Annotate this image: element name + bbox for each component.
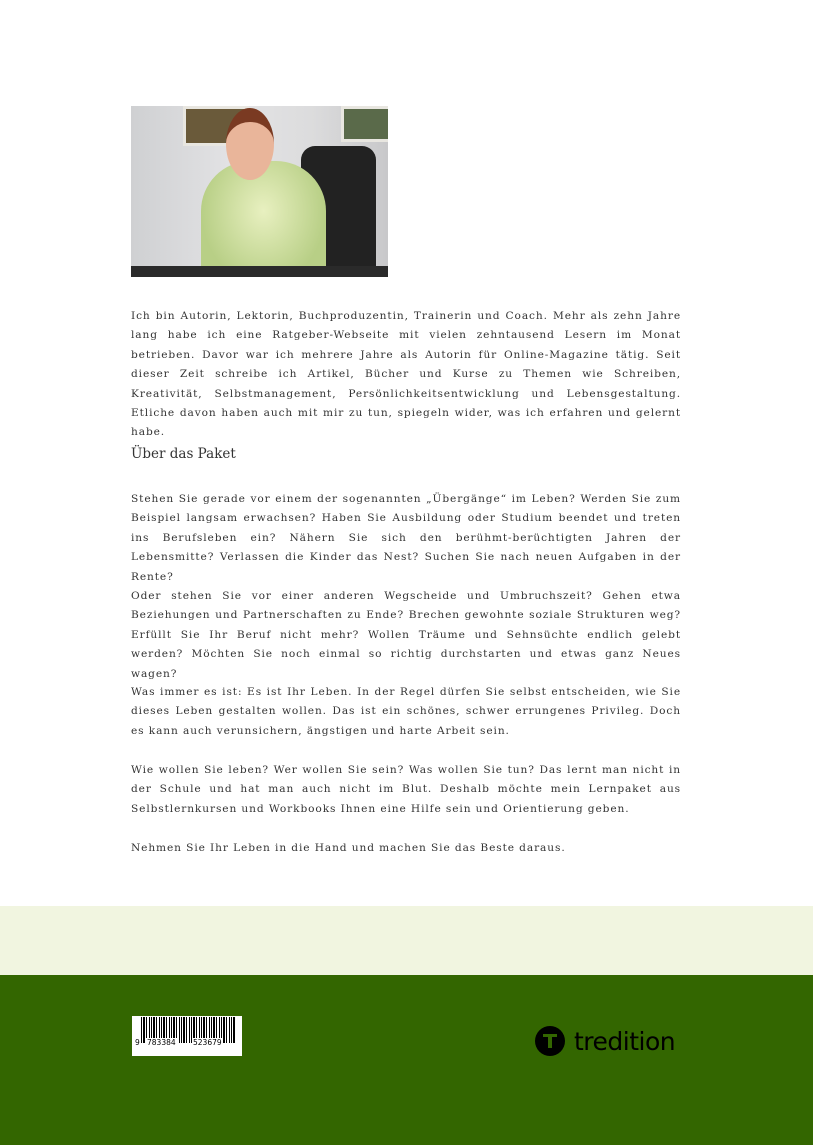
barcode-digit: 9 [135, 1038, 140, 1047]
author-bio: Ich bin Autorin, Lektorin, Buchproduzentin, Trainerin und Coach. Mehr als zehn Jahre lang habe ich eine Ratgeber-Webseite mit vielen zehntausend Lesern im Monat betrieben. Davor war ich mehrere Jahre als Autorin für Online-Magazine tätig. Seit dieser Zeit schreibe ich Artikel, Bücher und Kurse zu Themen wie Schreiben, Kreativität, Selbstmanagement, Persönlichkeitsentwicklung und Lebensgestaltung. Etliche davon haben auch mit mir zu tun, spiegeln wider, was ich erfahren und gelernt habe. [131, 310, 681, 439]
author-head [226, 108, 274, 180]
desk [131, 266, 388, 277]
dark-band [0, 975, 813, 1145]
light-band [0, 906, 813, 975]
isbn-barcode [132, 1016, 242, 1056]
paragraph: Oder stehen Sie vor einer anderen Wegscheide und Umbruchszeit? Gehen etwa Beziehungen und Partnerschaften zu Ende? Brechen gewohnte soziale Strukturen weg? Erfüllt Sie Ihr Beruf nicht mehr? Wollen Träume und Sehnsüchte endlich gelebt werden? Möchten Sie noch einmal so richtig durchstarten und etwas ganz Neues wagen? [131, 590, 681, 680]
author-photo [131, 106, 388, 277]
paragraph: Nehmen Sie Ihr Leben in die Hand und machen Sie das Beste daraus. [131, 842, 566, 854]
publisher-logo [535, 1026, 675, 1056]
section-heading: Über das Paket [131, 446, 236, 462]
paragraph: Stehen Sie gerade vor einem der sogenannten „Übergänge“ im Leben? Werden Sie zum Beispiel langsam erwachsen? Haben Sie Ausbildung oder Studium beendet und treten ins Berufsleben ein? Nähern Sie sich den berühmt-berüchtigten Jahren der Lebensmitte? Verlassen die Kinder das Nest? Suchen Sie nach neuen Aufgaben in der Rente? [131, 493, 681, 583]
paragraph: Wie wollen Sie leben? Wer wollen Sie sein? Was wollen Sie tun? Das lernt man nicht in der Schule und hat man auch nicht im Blut. Deshalb möchte mein Lernpaket aus Selbstlernkursen und Workbooks Ihnen eine Hilfe sein und Orientierung geben. [131, 764, 681, 815]
paragraph: Was immer es ist: Es ist Ihr Leben. In der Regel dürfen Sie selbst entscheiden, wie Sie dieses Leben gestalten wollen. Das ist ein schönes, schwer errungenes Privileg. Doch es kann auch verunsichern, ängstigen und harte Arbeit sein. [131, 686, 681, 737]
barcode-digits: 783384 [147, 1038, 176, 1047]
publisher-name: tredition [574, 1026, 676, 1056]
barcode-digits: 523679 [193, 1038, 222, 1047]
wall-picture [341, 106, 388, 142]
tredition-logo-icon [535, 1026, 565, 1056]
author-figure [201, 161, 326, 277]
